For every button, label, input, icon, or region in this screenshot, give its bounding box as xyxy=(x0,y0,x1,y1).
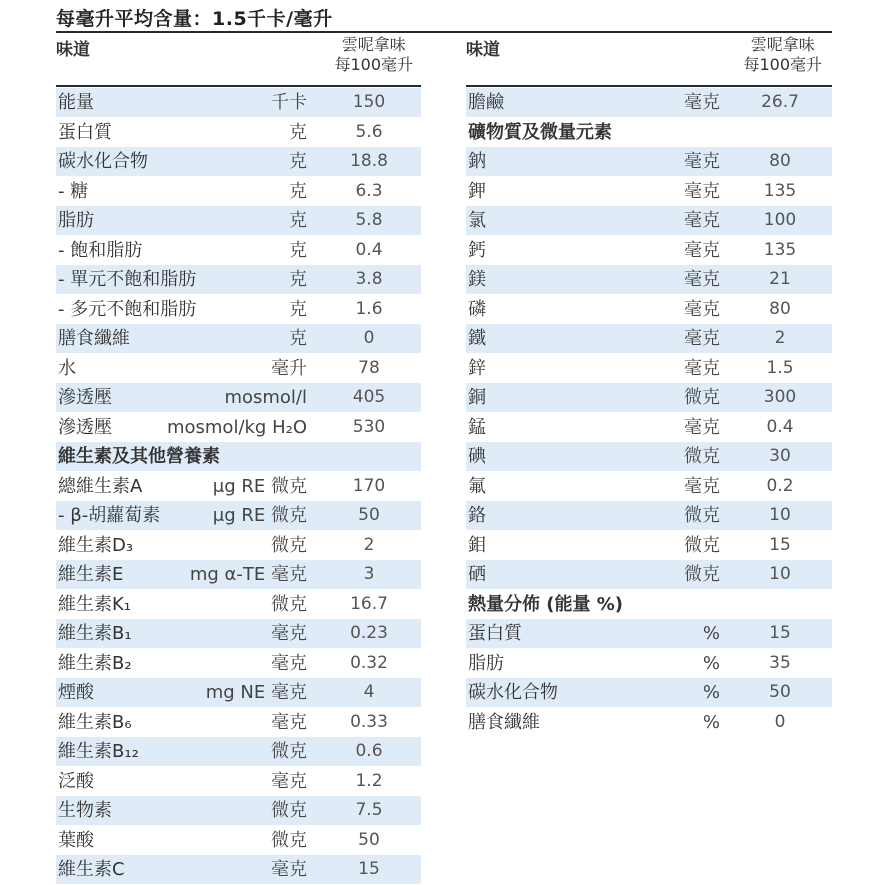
nutrient-row xyxy=(466,147,832,177)
nutrient-row xyxy=(56,767,421,797)
section-heading-row xyxy=(466,118,832,148)
nutrient-value: 50 xyxy=(358,829,380,850)
nutrient-value: 0.6 xyxy=(355,741,383,761)
nutrient-unit: 微克 xyxy=(684,534,720,556)
nutrient-row xyxy=(466,442,832,472)
nutrient-name: 生物素 xyxy=(58,800,112,821)
nutrient-value: 0.2 xyxy=(766,475,794,496)
nutrient-unit: 毫克 xyxy=(684,416,720,438)
nutrient-value: 1.6 xyxy=(355,298,383,319)
nutrient-name: - 糖 xyxy=(58,180,89,202)
nutrient-row xyxy=(56,354,421,384)
nutrient-value: 6.3 xyxy=(355,180,383,201)
nutrient-unit: 毫克 xyxy=(271,770,307,792)
nutrient-row xyxy=(466,678,832,708)
nutrient-unit: 微克 xyxy=(271,534,307,556)
nutrient-value: 80 xyxy=(769,151,791,171)
nutrient-name: 維生素B₁₂ xyxy=(58,741,139,762)
nutrient-row xyxy=(56,118,421,148)
nutrient-row xyxy=(56,324,421,354)
nutrient-value: 2 xyxy=(363,534,375,555)
nutrient-unit: 千卡 xyxy=(271,92,307,113)
nutrient-name: 滲透壓 xyxy=(58,387,112,408)
nutrient-row xyxy=(56,531,421,561)
nutrient-row xyxy=(466,383,832,413)
nutrition-table-right xyxy=(466,33,832,737)
nutrient-unit: 克 xyxy=(289,298,307,320)
nutrient-unit: μg RE 微克 xyxy=(212,475,307,497)
nutrient-unit: 毫克 xyxy=(271,859,307,880)
nutrient-unit: 微克 xyxy=(271,800,307,821)
nutrient-value: 15 xyxy=(358,859,380,879)
nutrient-row xyxy=(466,236,832,266)
nutrient-name: 膳食纖維 xyxy=(58,328,130,349)
nutrient-name: - 飽和脂肪 xyxy=(58,239,143,261)
nutrient-value: 16.7 xyxy=(350,593,388,614)
nutrient-value: 135 xyxy=(763,239,797,260)
nutrient-unit: 毫克 xyxy=(684,328,720,349)
nutrient-row xyxy=(466,619,832,649)
nutrient-value: 7.5 xyxy=(355,800,383,820)
vanilla-per-100ml-header xyxy=(743,35,822,75)
nutrient-row xyxy=(56,472,421,502)
nutrient-row xyxy=(466,531,832,561)
nutrient-unit: 微克 xyxy=(271,829,307,851)
nutrient-unit: 毫克 xyxy=(684,210,720,231)
nutrient-unit: % xyxy=(702,623,720,644)
nutrient-row xyxy=(56,177,421,207)
nutrient-name: 能量 xyxy=(58,92,94,113)
nutrient-value: 530 xyxy=(352,416,386,437)
nutrient-name: 蛋白質 xyxy=(468,623,522,644)
nutrient-name: 鐵 xyxy=(468,328,486,349)
nutrient-row xyxy=(466,472,832,502)
nutrient-value: 405 xyxy=(352,387,386,407)
header-serving: 每100毫升 xyxy=(743,55,822,74)
nutrient-row xyxy=(56,708,421,738)
rows-right xyxy=(466,88,832,737)
nutrient-value: 0.33 xyxy=(350,711,388,732)
nutrition-table-left xyxy=(56,33,421,885)
nutrient-row xyxy=(56,619,421,649)
nutrient-unit: mg NE 毫克 xyxy=(205,682,307,703)
nutrient-row xyxy=(56,501,421,531)
nutrient-unit: % xyxy=(702,652,720,674)
nutrient-name: 脂肪 xyxy=(58,210,94,231)
header-serving: 每100毫升 xyxy=(334,55,413,74)
nutrient-unit: 毫克 xyxy=(684,269,720,290)
nutrient-value: 5.8 xyxy=(355,210,383,230)
nutrient-name: 維生素E xyxy=(58,564,124,585)
nutrient-value: 15 xyxy=(769,534,791,555)
nutrient-unit: 毫克 xyxy=(684,180,720,202)
nutrient-value: 5.6 xyxy=(355,121,383,142)
nutrient-unit: 毫克 xyxy=(684,151,720,172)
nutrient-name: 錳 xyxy=(468,416,486,438)
nutrient-name: 滲透壓 xyxy=(58,416,112,438)
nutrient-row xyxy=(56,737,421,767)
section-heading-row xyxy=(466,590,832,620)
nutrient-name: 碘 xyxy=(468,446,486,467)
nutrient-value: 1.2 xyxy=(355,770,383,791)
nutrient-row xyxy=(56,855,421,885)
nutrient-name: 脂肪 xyxy=(468,652,504,674)
nutrient-name: 銅 xyxy=(468,387,486,408)
nutrient-unit: 毫克 xyxy=(271,652,307,674)
nutrient-row xyxy=(56,88,421,118)
section-heading: 維生素及其他營養素 xyxy=(58,446,220,467)
nutrient-unit: 克 xyxy=(289,180,307,202)
nutrient-row xyxy=(56,796,421,826)
nutrient-unit: 克 xyxy=(289,239,307,261)
nutrient-value: 0.23 xyxy=(350,623,388,643)
nutrient-unit: 克 xyxy=(289,269,307,290)
nutrient-name: 鉻 xyxy=(468,505,486,526)
nutrient-value: 4 xyxy=(363,682,375,702)
nutrient-row xyxy=(56,147,421,177)
nutrient-unit: 毫克 xyxy=(684,475,720,497)
nutrient-row xyxy=(56,265,421,295)
nutrient-unit: 毫克 xyxy=(271,623,307,644)
nutrient-row xyxy=(466,324,832,354)
nutrient-name: 鋅 xyxy=(468,357,486,379)
nutrient-row xyxy=(56,649,421,679)
nutrient-unit: 毫克 xyxy=(684,92,720,113)
nutrient-unit: 克 xyxy=(289,210,307,231)
table-header-right xyxy=(466,33,832,87)
nutrient-name: 碳水化合物 xyxy=(468,682,558,703)
nutrient-unit: 微克 xyxy=(684,564,720,585)
nutrient-name: 氟 xyxy=(468,475,486,497)
nutrient-row xyxy=(466,206,832,236)
nutrient-unit: % xyxy=(702,711,720,733)
nutrient-value: 10 xyxy=(769,564,791,584)
nutrient-name: 蛋白質 xyxy=(58,121,112,143)
nutrient-name: 鉀 xyxy=(468,180,486,202)
nutrient-name: - β-胡蘿蔔素 xyxy=(58,505,161,526)
nutrient-row xyxy=(466,649,832,679)
nutrient-row xyxy=(466,560,832,590)
section-heading: 熱量分佈 (能量 %) xyxy=(468,593,624,615)
nutrient-row xyxy=(466,708,832,738)
nutrient-name: 鈣 xyxy=(468,239,486,261)
nutrient-unit: mosmol/kg H₂O xyxy=(166,416,307,438)
nutrient-value: 18.8 xyxy=(350,151,388,171)
nutrient-name: 總維生素A xyxy=(58,475,143,497)
nutrient-value: 80 xyxy=(769,298,791,319)
nutrient-name: 氯 xyxy=(468,210,486,231)
flavor-header: 味道 xyxy=(466,40,500,60)
nutrient-value: 170 xyxy=(352,475,386,496)
nutrient-name: 水 xyxy=(58,357,76,379)
nutrient-row xyxy=(56,236,421,266)
nutrient-unit: 毫升 xyxy=(271,357,307,379)
nutrient-value: 0 xyxy=(774,711,786,732)
nutrient-value: 0.4 xyxy=(766,416,794,437)
nutrient-name: 維生素B₁ xyxy=(58,623,132,644)
nutrient-name: - 單元不飽和脂肪 xyxy=(58,269,197,290)
section-heading: 礦物質及微量元素 xyxy=(468,121,612,143)
nutrient-unit: 毫克 xyxy=(684,239,720,261)
nutrient-unit: mosmol/l xyxy=(224,387,307,408)
nutrient-name: 膳食纖維 xyxy=(468,711,540,733)
nutrient-name: 鈉 xyxy=(468,151,486,172)
nutrient-value: 150 xyxy=(352,92,386,112)
nutrient-unit: 毫克 xyxy=(684,357,720,379)
nutrient-row xyxy=(466,177,832,207)
nutrient-value: 26.7 xyxy=(761,92,799,112)
nutrient-value: 50 xyxy=(769,682,791,702)
nutrient-name: 維生素C xyxy=(58,859,125,880)
nutrient-name: 維生素B₂ xyxy=(58,652,132,674)
nutrient-row xyxy=(56,295,421,325)
nutrient-unit: 克 xyxy=(289,121,307,143)
nutrient-value: 78 xyxy=(358,357,380,378)
nutrient-row xyxy=(56,678,421,708)
nutrient-row xyxy=(56,413,421,443)
nutrient-row xyxy=(466,413,832,443)
nutrient-unit: μg RE 微克 xyxy=(212,505,307,526)
nutrient-value: 2 xyxy=(774,328,786,348)
nutrient-value: 10 xyxy=(769,505,791,525)
nutrient-name: 煙酸 xyxy=(58,682,94,703)
table-header-left xyxy=(56,33,421,87)
nutrient-unit: 毫克 xyxy=(684,298,720,320)
nutrient-value: 21 xyxy=(769,269,791,289)
nutrient-row xyxy=(466,265,832,295)
nutrient-unit: mg α-TE 毫克 xyxy=(189,564,307,585)
header-flavor-name: 雲呢拿味 xyxy=(750,35,815,54)
nutrient-unit: 微克 xyxy=(684,446,720,467)
nutrient-value: 0 xyxy=(363,328,375,348)
nutrient-name: 維生素K₁ xyxy=(58,593,132,615)
nutrient-name: 葉酸 xyxy=(58,829,94,851)
nutrient-unit: 克 xyxy=(289,151,307,172)
nutrient-name: 維生素D₃ xyxy=(58,534,134,556)
nutrient-name: 泛酸 xyxy=(58,770,94,792)
nutrient-value: 1.5 xyxy=(766,357,794,378)
nutrient-value: 50 xyxy=(358,505,380,525)
nutrient-name: 鎂 xyxy=(468,269,486,290)
nutrient-value: 0.32 xyxy=(350,652,388,673)
table-title: 每毫升平均含量：1.5千卡/毫升 xyxy=(56,8,333,30)
nutrient-row xyxy=(466,88,832,118)
nutrient-value: 30 xyxy=(769,446,791,466)
vanilla-per-100ml-header xyxy=(334,35,413,75)
nutrient-unit: % xyxy=(702,682,720,703)
nutrient-row xyxy=(466,295,832,325)
nutrient-row xyxy=(56,560,421,590)
nutrient-value: 35 xyxy=(769,652,791,673)
nutrient-value: 3 xyxy=(363,564,375,584)
nutrient-unit: 微克 xyxy=(684,387,720,408)
section-heading-row xyxy=(56,442,421,472)
nutrient-unit: 克 xyxy=(289,328,307,349)
nutrient-value: 0.4 xyxy=(355,239,383,260)
nutrient-unit: 微克 xyxy=(271,593,307,615)
nutrient-unit: 微克 xyxy=(684,505,720,526)
nutrient-row xyxy=(56,590,421,620)
nutrient-name: 碳水化合物 xyxy=(58,151,148,172)
nutrient-value: 300 xyxy=(763,387,797,407)
nutrient-row xyxy=(56,826,421,856)
nutrient-row xyxy=(466,501,832,531)
nutrient-value: 3.8 xyxy=(355,269,383,289)
nutrient-unit: 毫克 xyxy=(271,711,307,733)
nutrient-value: 100 xyxy=(763,210,797,230)
header-flavor-name: 雲呢拿味 xyxy=(341,35,406,54)
nutrient-value: 15 xyxy=(769,623,791,643)
nutrient-name: 鉬 xyxy=(468,534,486,556)
nutrient-name: 硒 xyxy=(468,564,486,585)
nutrient-name: - 多元不飽和脂肪 xyxy=(58,298,197,320)
nutrient-row xyxy=(56,383,421,413)
nutrient-name: 磷 xyxy=(468,298,486,320)
nutrient-unit: 微克 xyxy=(271,741,307,762)
rows-left xyxy=(56,88,421,885)
nutrient-value: 135 xyxy=(763,180,797,201)
nutrient-row xyxy=(466,354,832,384)
nutrient-name: 膽鹼 xyxy=(468,92,504,113)
nutrient-row xyxy=(56,206,421,236)
nutrient-name: 維生素B₆ xyxy=(58,711,132,733)
flavor-header: 味道 xyxy=(56,40,90,60)
